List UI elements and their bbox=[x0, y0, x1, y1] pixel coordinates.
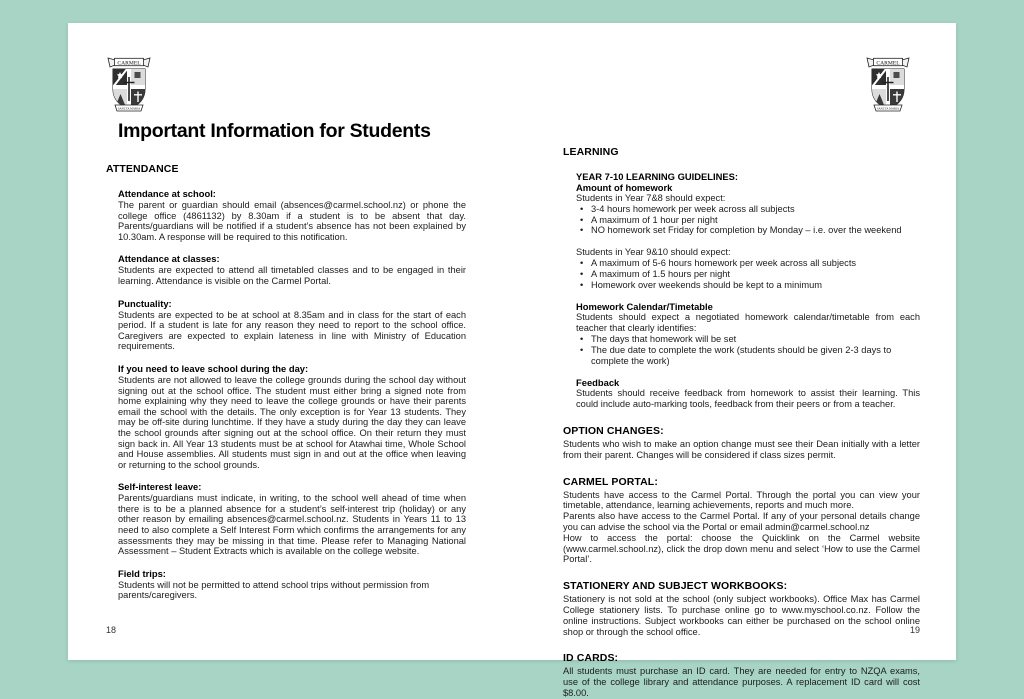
subsection-body: Students will not be permitted to attend school trips without permission from parents/caregivers. bbox=[118, 579, 430, 601]
subsection-heading: Attendance at school: bbox=[118, 188, 216, 199]
document-spread bbox=[68, 23, 956, 698]
subsection-body: Students are expected to attend all timetabled classes and to be engaged in their learning. Attendance is visible on the Carmel Portal. bbox=[118, 265, 466, 286]
subsection-attendance-at-school bbox=[118, 188, 466, 242]
subsection-field-trips bbox=[118, 568, 466, 601]
subsection-leave-school-during-day bbox=[118, 363, 466, 470]
year78-bullet-list bbox=[576, 204, 920, 236]
homework-calendar-intro: Students should expect a negotiated homework calendar/timetable from each teacher that clearly identifies: bbox=[576, 312, 920, 334]
bullet-item: • NO homework set Friday for completion by Monday – i.e. over the weekend bbox=[591, 225, 920, 236]
carmel-portal-paragraph: How to access the portal: choose the Quicklink on the Carmel website (www.carmel.school.nz), click the drop down menu and select ‘How to use the Carmel Portal’. bbox=[563, 532, 920, 565]
page-left bbox=[68, 23, 512, 660]
carmel-portal-paragraph: Parents also have access to the Carmel Portal. If any of your personal details change you can advise the school via the Portal or email admin@carmel.school.nz bbox=[563, 511, 920, 532]
year910-bullet-list bbox=[576, 258, 920, 290]
section-heading-attendance: ATTENDANCE bbox=[106, 163, 179, 175]
section-heading-option-changes: OPTION CHANGES: bbox=[563, 424, 664, 437]
year910-intro: Students in Year 9&10 should expect: bbox=[576, 247, 731, 258]
subsection-body: Parents/guardians must indicate, in writing, to the school well ahead of time when there is to be a planned absence for a student’s self-interest trip (holiday) or any other reason by emailing absences@carmel.school.nz. Students in Years 11 to 13 need to also complete a Self Interest Form which confirms the arrangements for any assessments they may be missing in that time. Please refer to Managing National Assessment – Student Extracts which is available on the college website. bbox=[118, 493, 466, 557]
bullet-item: • 3-4 hours homework per week across all subjects bbox=[591, 204, 920, 215]
subsection-body: Students are not allowed to leave the college grounds during the school day without signing out at the school office. The student must either bring a signed note from home explaining why they need to leave the college grounds or have their parents email the school with the details. The only exception is for Year 13 students. They may be off-site during lunchtime. If they have a study during the day they can leave the school grounds after signing out at the school office. On their return they must sign back in. All Year 13 students must be at school for Atawhai time, Whole School and House assemblies. All students must sign in and out at the office when leaving or returning to the school grounds. bbox=[118, 374, 466, 470]
section-learning bbox=[563, 146, 920, 410]
subsection-attendance-at-classes bbox=[118, 253, 466, 286]
section-heading-carmel-portal: CARMEL PORTAL: bbox=[563, 475, 658, 488]
bullet-item: • A maximum of 1 hour per night bbox=[591, 215, 920, 226]
subsection-heading: Field trips: bbox=[118, 567, 166, 579]
page-number-left: 18 bbox=[106, 625, 117, 635]
page-title: Important Information for Students bbox=[118, 120, 431, 142]
section-stationery bbox=[563, 580, 920, 637]
year78-intro: Students in Year 7&8 should expect: bbox=[576, 193, 726, 203]
feedback-heading: Feedback bbox=[576, 377, 620, 389]
learning-content bbox=[576, 171, 920, 410]
option-changes-body: Students who wish to make an option change must see their Dean initially with a letter from their parent. Changes will be considered if class sizes permit. bbox=[563, 438, 920, 460]
section-heading-stationery: STATIONERY AND SUBJECT WORKBOOKS: bbox=[563, 580, 788, 593]
bullet-item: • A maximum of 1.5 hours per night bbox=[591, 269, 920, 280]
subsection-heading: Punctuality: bbox=[118, 297, 172, 309]
subsection-self-interest-leave bbox=[118, 481, 466, 557]
page-right bbox=[512, 23, 956, 698]
stationery-body: Stationery is not sold at the school (only subject workbooks). Office Max has Carmel College stationery lists. To purchase online go to www.myschool.co.nz. Follow the online instructions. Subject workbooks can either be purchased on the school online shop or through the school office. bbox=[563, 594, 920, 637]
bullet-item: • Homework over weekends should be kept to a minimum bbox=[591, 280, 920, 291]
subsection-heading: Attendance at classes: bbox=[118, 253, 220, 265]
carmel-crest-logo bbox=[103, 56, 155, 114]
subsection-punctuality bbox=[118, 298, 466, 352]
subsection-heading: Self-interest leave: bbox=[118, 481, 202, 493]
bullet-item: • The days that homework will be set bbox=[591, 334, 920, 345]
section-carmel-portal bbox=[563, 476, 920, 566]
feedback-body: Students should receive feedback from homework to assist their learning. This could include auto-marking tools, feedback from their peers or from a teacher. bbox=[576, 388, 920, 410]
section-option-changes bbox=[563, 425, 920, 461]
homework-calendar-heading: Homework Calendar/Timetable bbox=[576, 301, 713, 313]
guidelines-heading: YEAR 7-10 LEARNING GUIDELINES: bbox=[576, 171, 739, 182]
bullet-item: • A maximum of 5-6 hours homework per week across all subjects bbox=[591, 258, 920, 269]
bullet-item: • The due date to complete the work (students should be given 2-3 days to complete the work) bbox=[591, 345, 920, 367]
subsection-body: Students are expected to be at school at 8.35am and in class for the start of each period. If a student is late for any reason they need to report to the school office. Caregivers are expected to explain lateness in line with Ministry of Education requirements. bbox=[118, 309, 466, 352]
carmel-crest-logo bbox=[862, 56, 914, 114]
section-heading-learning: LEARNING bbox=[563, 146, 619, 158]
amount-of-homework-heading: Amount of homework bbox=[576, 182, 673, 193]
subsection-body: The parent or guardian should email (absences@carmel.school.nz) or phone the college office (4861132) by 8.30am if a student is to be absent that day. Parents/guardians will be notified if a student’s absence has not been explained by 10.30am. A response will be required to this notification. bbox=[118, 200, 466, 242]
homework-calendar-bullet-list bbox=[576, 334, 920, 366]
subsection-heading: If you need to leave school during the day: bbox=[118, 362, 309, 374]
section-id-cards bbox=[563, 652, 920, 698]
page-number-right: 19 bbox=[909, 625, 920, 635]
carmel-portal-paragraph: Students have access to the Carmel Portal. Through the portal you can view your timetable, attendance, learning achievements, reports and much more. bbox=[563, 489, 920, 511]
section-heading-id-cards: ID CARDS: bbox=[563, 652, 619, 665]
id-cards-body: All students must purchase an ID card. They are needed for entry to NZQA exams, use of the college library and attendance purposes. A replacement ID card will cost $8.00. bbox=[563, 666, 920, 698]
